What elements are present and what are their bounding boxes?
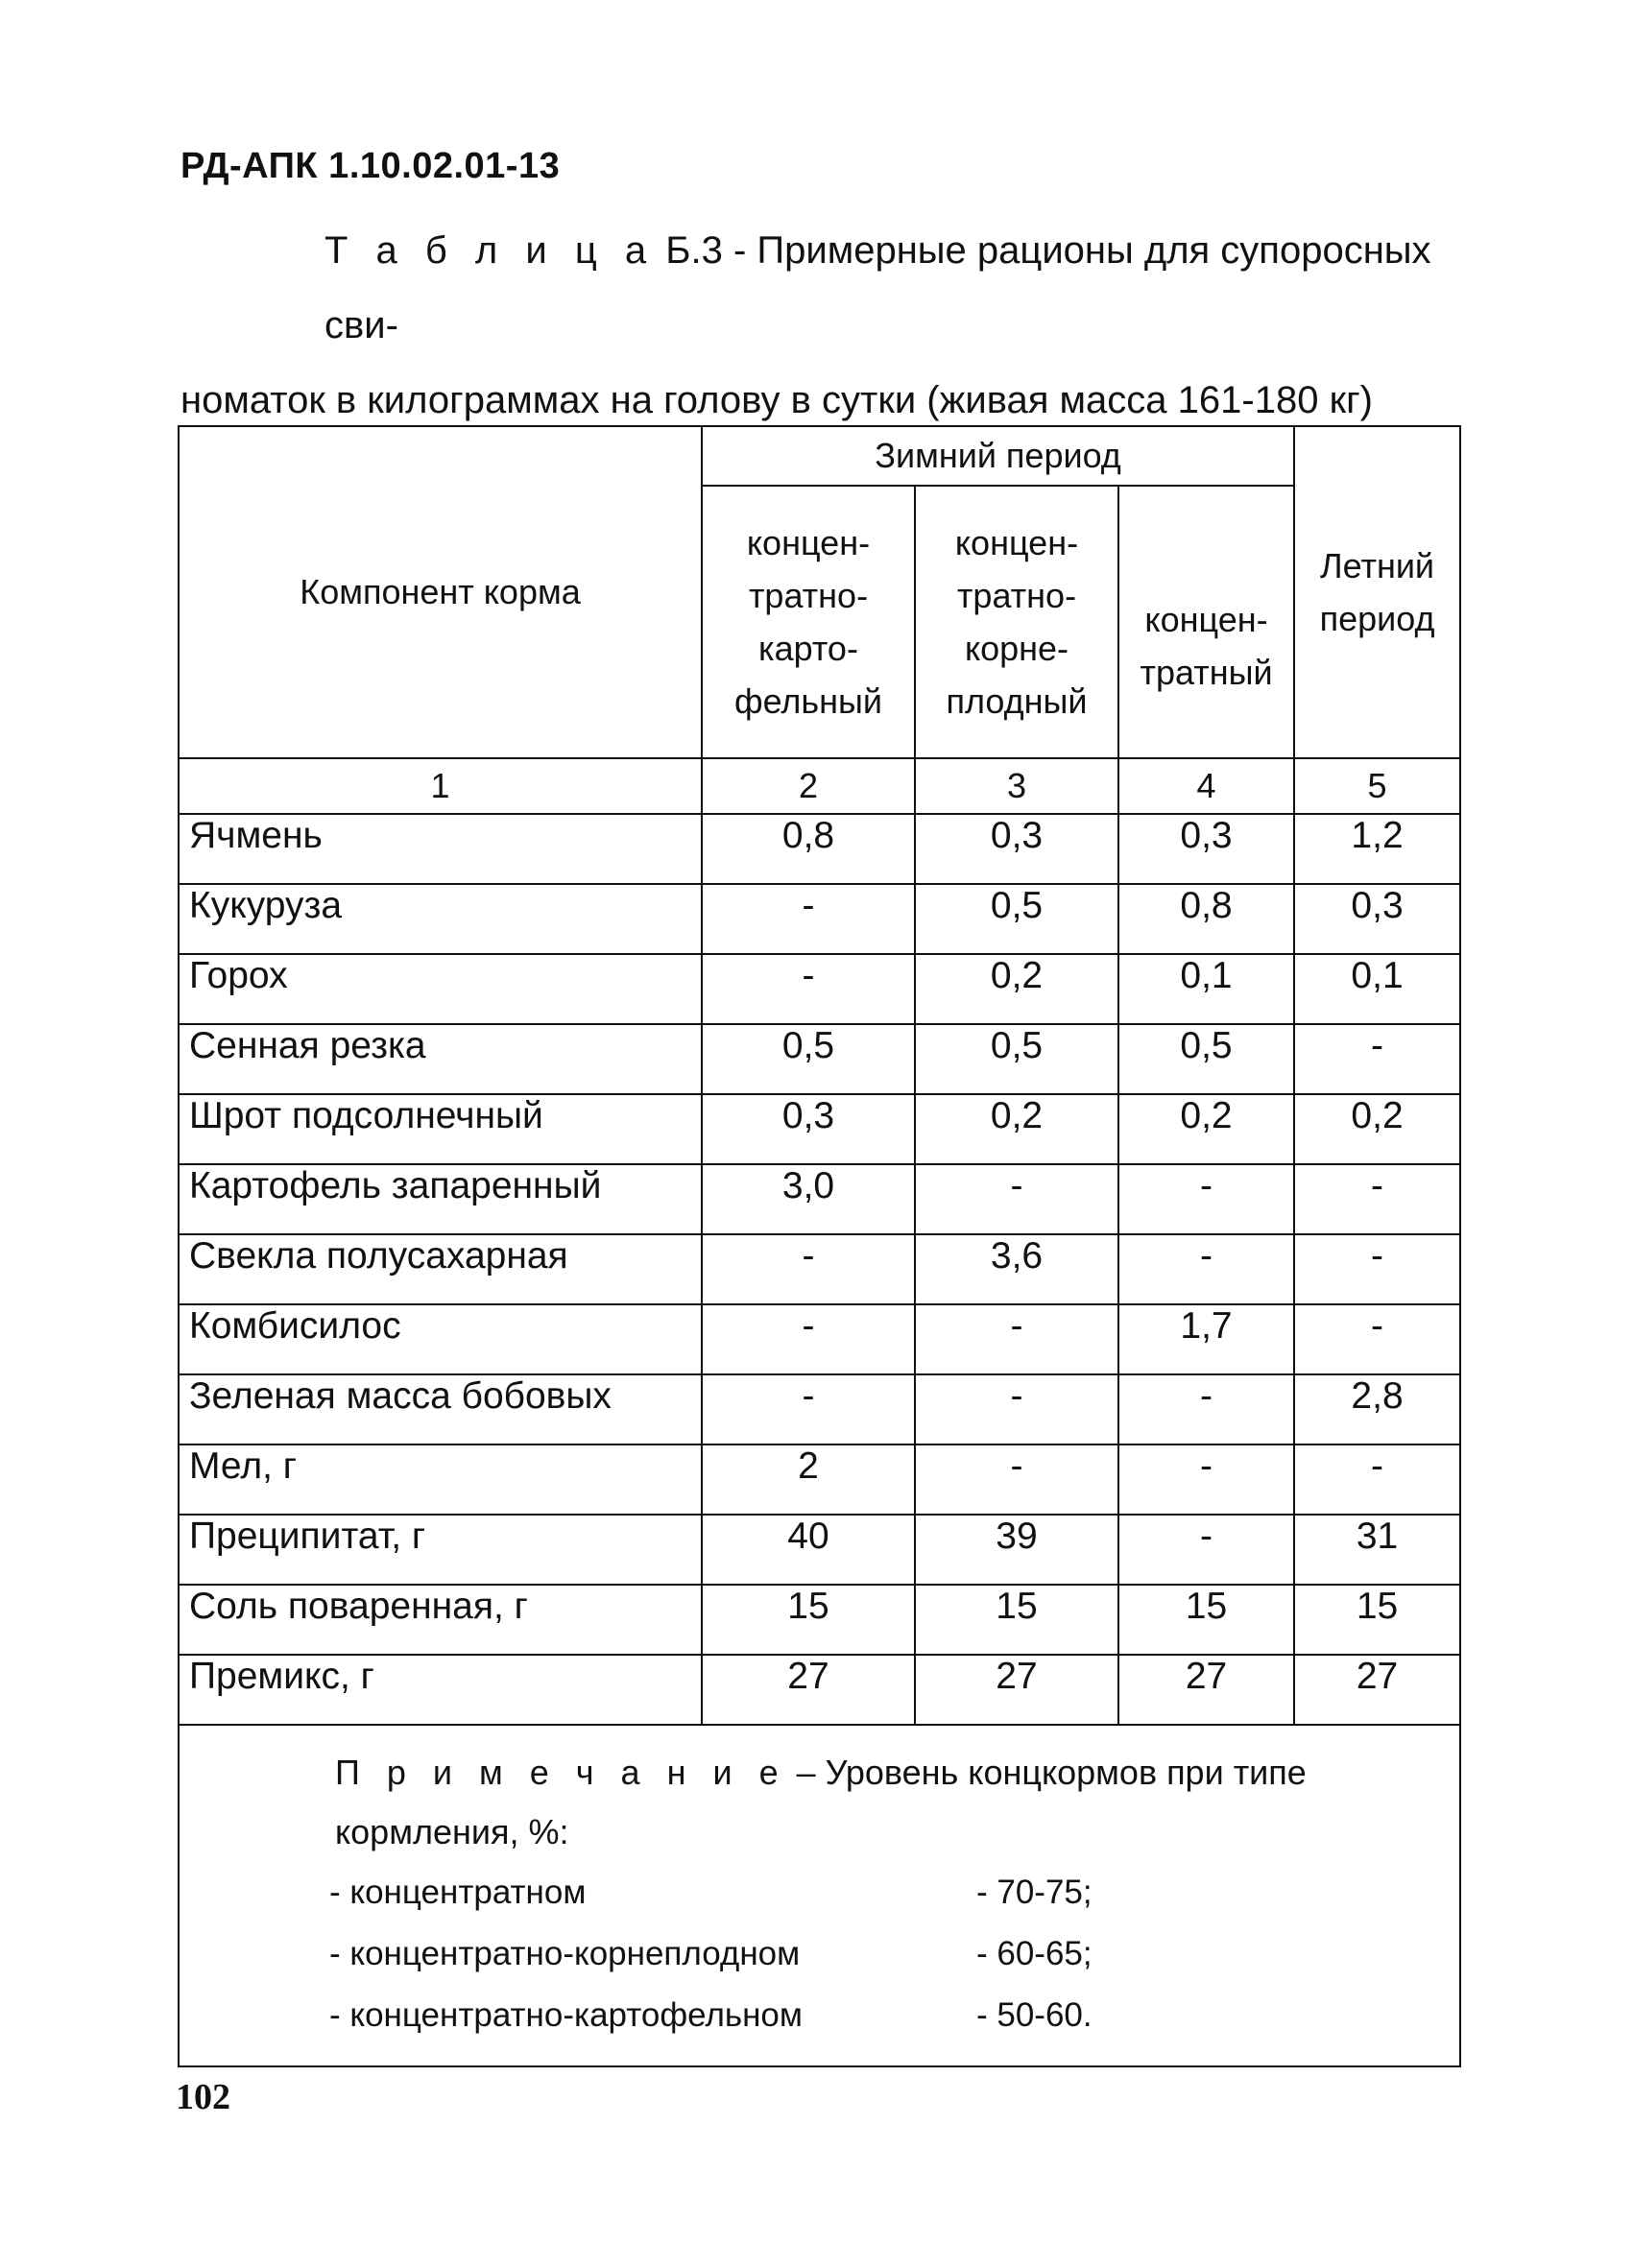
- component-name: Премикс, г: [179, 1655, 702, 1725]
- ration-value: -: [1294, 1234, 1460, 1304]
- column-number: 5: [1294, 758, 1460, 814]
- ration-value: 0,3: [915, 814, 1118, 884]
- table-row: [179, 1164, 1460, 1234]
- ration-value: 27: [702, 1655, 915, 1725]
- ration-value: -: [702, 1304, 915, 1374]
- component-name: Кукуруза: [179, 884, 702, 954]
- note-item-type: - концентратном: [329, 1874, 587, 1911]
- ration-value: -: [915, 1374, 1118, 1444]
- ration-value: 27: [1118, 1655, 1294, 1725]
- ration-value: 0,2: [915, 1094, 1118, 1164]
- subheader-concentrate-rootcrop: [915, 486, 1118, 758]
- table-row: [179, 1374, 1460, 1444]
- ration-value: 0,5: [915, 1024, 1118, 1094]
- component-name: Мел, г: [179, 1444, 702, 1515]
- component-name: Свекла полусахарная: [179, 1234, 702, 1304]
- ration-value: -: [915, 1304, 1118, 1374]
- ration-value: -: [1294, 1304, 1460, 1374]
- caption-line-2: номаток в килограммах на голову в сутки (живая масса 161-180 кг): [180, 379, 1373, 421]
- ration-value: 0,8: [702, 814, 915, 884]
- winter-period-header: Зимний период: [702, 426, 1294, 486]
- ration-value: 31: [1294, 1515, 1460, 1585]
- table-row: [179, 1304, 1460, 1374]
- subheader-line: тратный: [1140, 653, 1273, 692]
- table-row: [179, 1444, 1460, 1515]
- note-item: [180, 1923, 1459, 1985]
- ration-value: 15: [915, 1585, 1118, 1655]
- summer-header-line: период: [1319, 599, 1435, 638]
- table-row: [179, 1515, 1460, 1585]
- subheader-line: концен-: [746, 523, 871, 562]
- note-row: [179, 1725, 1460, 2066]
- ration-value: -: [702, 1234, 915, 1304]
- component-header: Компонент корма: [179, 426, 702, 758]
- component-name: Шрот подсолнечный: [179, 1094, 702, 1164]
- subheader-concentrate-potato: [702, 486, 915, 758]
- column-number: 3: [915, 758, 1118, 814]
- note-item-value: - 60-65;: [976, 1935, 1093, 1972]
- ration-value: -: [702, 954, 915, 1024]
- ration-value: 1,2: [1294, 814, 1460, 884]
- ration-value: -: [1118, 1515, 1294, 1585]
- ration-value: -: [1118, 1374, 1294, 1444]
- subheader-line: тратно-: [748, 576, 869, 615]
- subheader-line: плодный: [946, 681, 1088, 721]
- ration-value: 3,6: [915, 1234, 1118, 1304]
- page-number: 102: [176, 2077, 230, 2117]
- ration-value: -: [1294, 1024, 1460, 1094]
- ration-value: 0,1: [1294, 954, 1460, 1024]
- component-name: Горох: [179, 954, 702, 1024]
- column-number: 2: [702, 758, 915, 814]
- ration-value: -: [1118, 1234, 1294, 1304]
- note-cell: [179, 1725, 1460, 2066]
- ration-value: 0,1: [1118, 954, 1294, 1024]
- table-row: [179, 814, 1460, 884]
- ration-value: 2: [702, 1444, 915, 1515]
- ration-value: 0,3: [702, 1094, 915, 1164]
- table-row: [179, 954, 1460, 1024]
- document-code: РД-АПК 1.10.02.01-13: [180, 146, 561, 186]
- subheader-concentrate: [1118, 486, 1294, 758]
- ration-value: 0,3: [1118, 814, 1294, 884]
- note-item: [180, 1985, 1459, 2046]
- ration-value: -: [1294, 1444, 1460, 1515]
- component-name: Соль поваренная, г: [179, 1585, 702, 1655]
- ration-value: -: [1294, 1164, 1460, 1234]
- table-row: [179, 1585, 1460, 1655]
- ration-value: 0,5: [1118, 1024, 1294, 1094]
- ration-value: 27: [915, 1655, 1118, 1725]
- component-name: Картофель запаренный: [179, 1164, 702, 1234]
- note-text: – Уровень концкормов при типе кормления, %:: [335, 1753, 1307, 1851]
- note-item-value: - 50-60.: [976, 1996, 1093, 2034]
- component-name: Ячмень: [179, 814, 702, 884]
- ration-value: 0,2: [1294, 1094, 1460, 1164]
- summer-header-line: Летний: [1320, 546, 1435, 585]
- subheader-line: корне-: [964, 629, 1069, 668]
- ration-value: -: [1118, 1164, 1294, 1234]
- subheader-line: фельный: [733, 681, 883, 721]
- ration-value: 1,7: [1118, 1304, 1294, 1374]
- ration-table: [178, 425, 1461, 2067]
- ration-value: 0,5: [702, 1024, 915, 1094]
- table-caption: [180, 213, 1457, 438]
- column-number: 1: [179, 758, 702, 814]
- column-number: 4: [1118, 758, 1294, 814]
- header-row-1: [179, 426, 1460, 486]
- note-item: [180, 1862, 1459, 1923]
- subheader-line: концен-: [1144, 600, 1268, 639]
- component-name: Зеленая масса бобовых: [179, 1374, 702, 1444]
- ration-value: -: [1118, 1444, 1294, 1515]
- ration-value: 0,2: [1118, 1094, 1294, 1164]
- caption-line-1: [180, 213, 1457, 363]
- ration-value: 0,2: [915, 954, 1118, 1024]
- subheader-line: концен-: [954, 523, 1079, 562]
- note-item-type: - концентратно-картофельном: [329, 1996, 803, 2034]
- ration-value: 0,5: [915, 884, 1118, 954]
- column-numbers-row: [179, 758, 1460, 814]
- note-label: П р и м е ч а н и е: [335, 1753, 787, 1792]
- caption-line-1-rest: Б.3 - Примерные рационы для супоросных сви-: [324, 229, 1431, 346]
- table-row: [179, 1024, 1460, 1094]
- ration-value: 15: [1294, 1585, 1460, 1655]
- caption-label: Т а б л и ц а: [324, 229, 656, 272]
- ration-value: 40: [702, 1515, 915, 1585]
- ration-value: 15: [702, 1585, 915, 1655]
- ration-value: -: [702, 1374, 915, 1444]
- table-row: [179, 884, 1460, 954]
- ration-value: -: [915, 1444, 1118, 1515]
- table-row: [179, 1094, 1460, 1164]
- ration-value: 3,0: [702, 1164, 915, 1234]
- note-item-type: - концентратно-корнеплодном: [329, 1935, 801, 1972]
- table-row: [179, 1234, 1460, 1304]
- table-body: [179, 814, 1460, 1725]
- component-name: Комбисилос: [179, 1304, 702, 1374]
- note-title: [180, 1743, 1459, 1862]
- note-item-value: - 70-75;: [976, 1874, 1093, 1911]
- ration-value: -: [915, 1164, 1118, 1234]
- component-name: Преципитат, г: [179, 1515, 702, 1585]
- ration-value: 0,8: [1118, 884, 1294, 954]
- ration-value: 15: [1118, 1585, 1294, 1655]
- summer-period-header: [1294, 426, 1460, 758]
- subheader-line: тратно-: [956, 576, 1077, 615]
- ration-value: 39: [915, 1515, 1118, 1585]
- ration-value: -: [702, 884, 915, 954]
- table-row: [179, 1655, 1460, 1725]
- ration-value: 27: [1294, 1655, 1460, 1725]
- subheader-line: карто-: [758, 629, 858, 668]
- component-name: Сенная резка: [179, 1024, 702, 1094]
- ration-value: 2,8: [1294, 1374, 1460, 1444]
- ration-value: 0,3: [1294, 884, 1460, 954]
